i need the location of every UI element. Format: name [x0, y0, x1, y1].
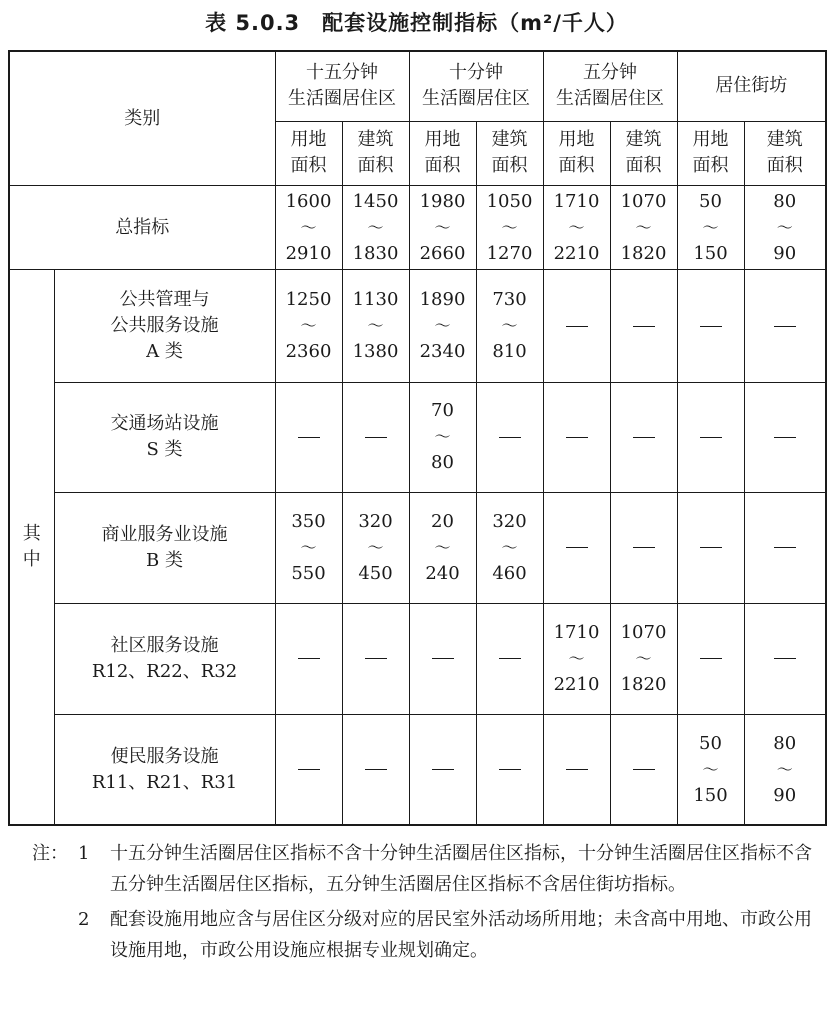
empty-cell: [409, 603, 476, 714]
row-label-line: 社区服务设施: [110, 634, 219, 656]
value-cell: [610, 603, 677, 714]
row-label-line: S 类: [146, 439, 183, 461]
sub-header-line: 建筑: [766, 129, 803, 151]
group-header-line: 五分钟: [583, 62, 637, 84]
sub-header: [476, 121, 543, 185]
range-tilde: ～: [367, 217, 384, 237]
range-tilde: ～: [776, 217, 793, 237]
group-header-line: 生活圈居住区: [556, 88, 664, 110]
range-tilde: ～: [776, 759, 793, 779]
row-label-line: 公共管理与: [119, 289, 210, 311]
range-max: 810: [492, 341, 527, 363]
empty-cell: [610, 493, 677, 603]
total-label: [9, 186, 275, 270]
note-index: 2: [78, 909, 90, 930]
sub-header-line: 面积: [491, 155, 528, 177]
row-label: [54, 493, 275, 603]
dash-mark: [365, 658, 387, 659]
range-min: 50: [699, 190, 722, 212]
range-max: 240: [425, 562, 460, 584]
notes-section: [32, 838, 827, 966]
sub-group-label: [9, 270, 54, 825]
row-label-line: 商业服务业设施: [101, 523, 228, 545]
dash-mark: [774, 326, 796, 327]
note-item: [32, 838, 827, 900]
note-index: 1: [78, 843, 90, 864]
value-cell: [275, 186, 342, 270]
range-min: 20: [431, 510, 454, 532]
empty-cell: [677, 603, 744, 714]
value-cell: [342, 270, 409, 382]
range-tilde: ～: [501, 537, 518, 557]
value-cell: [409, 493, 476, 603]
range-tilde: ～: [434, 427, 451, 447]
sub-header-line: 面积: [625, 155, 662, 177]
group-header: [409, 51, 543, 121]
sub-header: [543, 121, 610, 185]
dash-mark: [499, 658, 521, 659]
group-header-line: 生活圈居住区: [288, 88, 396, 110]
sub-header-line: 建筑: [625, 129, 662, 151]
range-min: 320: [492, 510, 527, 532]
header-row-groups: [9, 51, 826, 121]
value-cell: [543, 186, 610, 270]
empty-cell: [744, 270, 826, 382]
row-label: [54, 270, 275, 382]
dash-mark: [700, 437, 722, 438]
dash-mark: [774, 658, 796, 659]
empty-cell: [677, 270, 744, 382]
row-label: [54, 382, 275, 492]
table-body: [9, 51, 826, 825]
row-label-line: 便民服务设施: [110, 745, 219, 767]
range-min: 1710: [553, 190, 600, 212]
empty-cell: [610, 270, 677, 382]
range-max: 2210: [553, 673, 600, 695]
group-header: [677, 51, 826, 121]
range-min: 320: [358, 510, 393, 532]
value-cell: [409, 270, 476, 382]
dash-mark: [566, 326, 588, 327]
range-min: 1070: [620, 190, 667, 212]
empty-cell: [275, 382, 342, 492]
value-cell: [409, 382, 476, 492]
range-tilde: ～: [300, 217, 317, 237]
dash-mark: [633, 769, 655, 770]
dash-mark: [774, 437, 796, 438]
range-max: 2210: [553, 242, 600, 264]
range-max: 2360: [285, 341, 332, 363]
table-row-total: [9, 186, 826, 270]
value-cell: [476, 270, 543, 382]
dash-mark: [365, 769, 387, 770]
range-tilde: ～: [702, 759, 719, 779]
range-min: 70: [431, 400, 454, 422]
range-max: 1270: [486, 242, 533, 264]
table-row: [9, 270, 826, 382]
range-max: 90: [773, 242, 797, 264]
range-tilde: ～: [367, 316, 384, 336]
range-max: 80: [431, 452, 454, 474]
total-label-text: 总指标: [115, 216, 170, 238]
note-lead: 注：: [32, 843, 68, 864]
range-tilde: ～: [702, 217, 719, 237]
group-header-line: 居住街坊: [715, 75, 788, 97]
range-min: 1070: [620, 621, 667, 643]
range-tilde: ～: [300, 537, 317, 557]
empty-cell: [610, 715, 677, 826]
empty-cell: [543, 493, 610, 603]
sub-header-line: 面积: [290, 155, 327, 177]
dash-mark: [499, 769, 521, 770]
sub-header: [342, 121, 409, 185]
empty-cell: [744, 382, 826, 492]
dash-mark: [566, 769, 588, 770]
empty-cell: [677, 493, 744, 603]
range-min: 1450: [352, 190, 399, 212]
empty-cell: [342, 715, 409, 826]
empty-cell: [342, 603, 409, 714]
table-row: [9, 603, 826, 714]
row-label-line: B 类: [146, 549, 183, 571]
sub-header-line: 面积: [357, 155, 394, 177]
empty-cell: [543, 270, 610, 382]
table-row: [9, 493, 826, 603]
indicator-table: [8, 50, 827, 826]
dash-mark: [700, 547, 722, 548]
empty-cell: [476, 715, 543, 826]
dash-mark: [432, 769, 454, 770]
table-caption: 配套设施控制指标（m²/千人）: [322, 11, 628, 35]
range-max: 150: [693, 784, 728, 806]
sub-header-line: 用地: [558, 129, 595, 151]
row-label: [54, 603, 275, 714]
dash-mark: [566, 547, 588, 548]
empty-cell: [476, 603, 543, 714]
sub-header-line: 面积: [766, 155, 803, 177]
empty-cell: [275, 715, 342, 826]
value-cell: [342, 493, 409, 603]
table-row: [9, 715, 826, 826]
range-tilde: ～: [501, 217, 518, 237]
sub-header-line: 面积: [424, 155, 461, 177]
table-title: [0, 6, 833, 40]
range-tilde: ～: [501, 316, 518, 336]
row-label-line: R11、R21、R31: [91, 771, 238, 793]
dash-mark: [633, 547, 655, 548]
dash-mark: [566, 437, 588, 438]
range-min: 350: [291, 510, 326, 532]
category-header-label: 类别: [124, 107, 161, 129]
range-min: 1600: [285, 190, 332, 212]
range-max: 460: [492, 562, 527, 584]
range-max: 90: [773, 784, 797, 806]
dash-mark: [298, 437, 320, 438]
note-text: 十五分钟生活圈居住区指标不含十分钟生活圈居住区指标，十分钟生活圈居住区指标不含五分钟生活圈居住区指标，五分钟生活圈居住区指标不含居住街坊指标。: [110, 843, 812, 895]
note-text: 配套设施用地应含与居住区分级对应的居民室外活动场所用地；未含高中用地、市政公用设施用地，市政公用设施应根据专业规划确定。: [110, 909, 812, 961]
range-max: 2340: [419, 341, 466, 363]
empty-cell: [476, 382, 543, 492]
sub-header: [744, 121, 826, 185]
group-header: [543, 51, 677, 121]
value-cell: [744, 715, 826, 826]
group-header-line: 生活圈居住区: [422, 88, 530, 110]
value-cell: [543, 603, 610, 714]
range-min: 1980: [419, 190, 466, 212]
group-header-line: 十五分钟: [306, 62, 378, 84]
sub-group-char: 其: [22, 523, 41, 545]
range-max: 1380: [352, 341, 399, 363]
value-cell: [275, 270, 342, 382]
range-min: 50: [699, 732, 722, 754]
range-max: 150: [693, 242, 728, 264]
note-item: [32, 904, 827, 966]
dash-mark: [633, 437, 655, 438]
row-label-line: 公共服务设施: [110, 315, 219, 337]
sub-header-line: 面积: [692, 155, 729, 177]
row-label-line: R12、R22、R32: [91, 660, 238, 682]
range-min: 1710: [553, 621, 600, 643]
sub-header-line: 用地: [692, 129, 729, 151]
dash-mark: [298, 769, 320, 770]
sub-header: [677, 121, 744, 185]
dash-mark: [700, 658, 722, 659]
range-max: 550: [291, 562, 326, 584]
group-header: [275, 51, 409, 121]
sub-header-line: 面积: [558, 155, 595, 177]
dash-mark: [633, 326, 655, 327]
value-cell: [744, 186, 826, 270]
dash-mark: [432, 658, 454, 659]
sub-header-line: 建筑: [357, 129, 394, 151]
sub-header: [610, 121, 677, 185]
empty-cell: [409, 715, 476, 826]
empty-cell: [677, 382, 744, 492]
range-min: 80: [773, 190, 797, 212]
range-max: 1820: [620, 242, 667, 264]
range-max: 1820: [620, 673, 667, 695]
range-tilde: ～: [635, 217, 652, 237]
range-max: 2910: [285, 242, 332, 264]
range-max: 1830: [352, 242, 399, 264]
range-min: 1130: [352, 289, 399, 311]
table-row: [9, 382, 826, 492]
range-min: 730: [492, 289, 527, 311]
empty-cell: [342, 382, 409, 492]
range-min: 1250: [285, 289, 332, 311]
dash-mark: [774, 547, 796, 548]
value-cell: [610, 186, 677, 270]
range-tilde: ～: [434, 217, 451, 237]
range-max: 450: [358, 562, 393, 584]
category-header: [9, 51, 275, 186]
range-tilde: ～: [568, 648, 585, 668]
range-tilde: ～: [434, 537, 451, 557]
range-tilde: ～: [635, 648, 652, 668]
empty-cell: [744, 493, 826, 603]
row-label: [54, 715, 275, 826]
range-min: 1890: [419, 289, 466, 311]
value-cell: [677, 186, 744, 270]
range-min: 80: [773, 732, 797, 754]
dash-mark: [365, 437, 387, 438]
dash-mark: [700, 326, 722, 327]
range-tilde: ～: [300, 316, 317, 336]
empty-cell: [610, 382, 677, 492]
table-number: 表 5.0.3: [205, 11, 301, 35]
group-header-line: 十分钟: [449, 62, 503, 84]
value-cell: [476, 186, 543, 270]
sub-header: [409, 121, 476, 185]
range-tilde: ～: [367, 537, 384, 557]
dash-mark: [298, 658, 320, 659]
sub-group-char: 中: [22, 549, 41, 571]
empty-cell: [543, 382, 610, 492]
value-cell: [409, 186, 476, 270]
sub-header-line: 用地: [424, 129, 461, 151]
range-min: 1050: [486, 190, 533, 212]
sub-header-line: 用地: [290, 129, 327, 151]
empty-cell: [543, 715, 610, 826]
empty-cell: [275, 603, 342, 714]
value-cell: [342, 186, 409, 270]
row-label-line: A 类: [146, 341, 183, 363]
dash-mark: [499, 437, 521, 438]
sub-header: [275, 121, 342, 185]
range-tilde: ～: [568, 217, 585, 237]
range-tilde: ～: [434, 316, 451, 336]
range-max: 2660: [419, 242, 466, 264]
value-cell: [275, 493, 342, 603]
row-label-line: 交通场站设施: [110, 413, 219, 435]
empty-cell: [744, 603, 826, 714]
value-cell: [476, 493, 543, 603]
value-cell: [677, 715, 744, 826]
sub-header-line: 建筑: [491, 129, 528, 151]
